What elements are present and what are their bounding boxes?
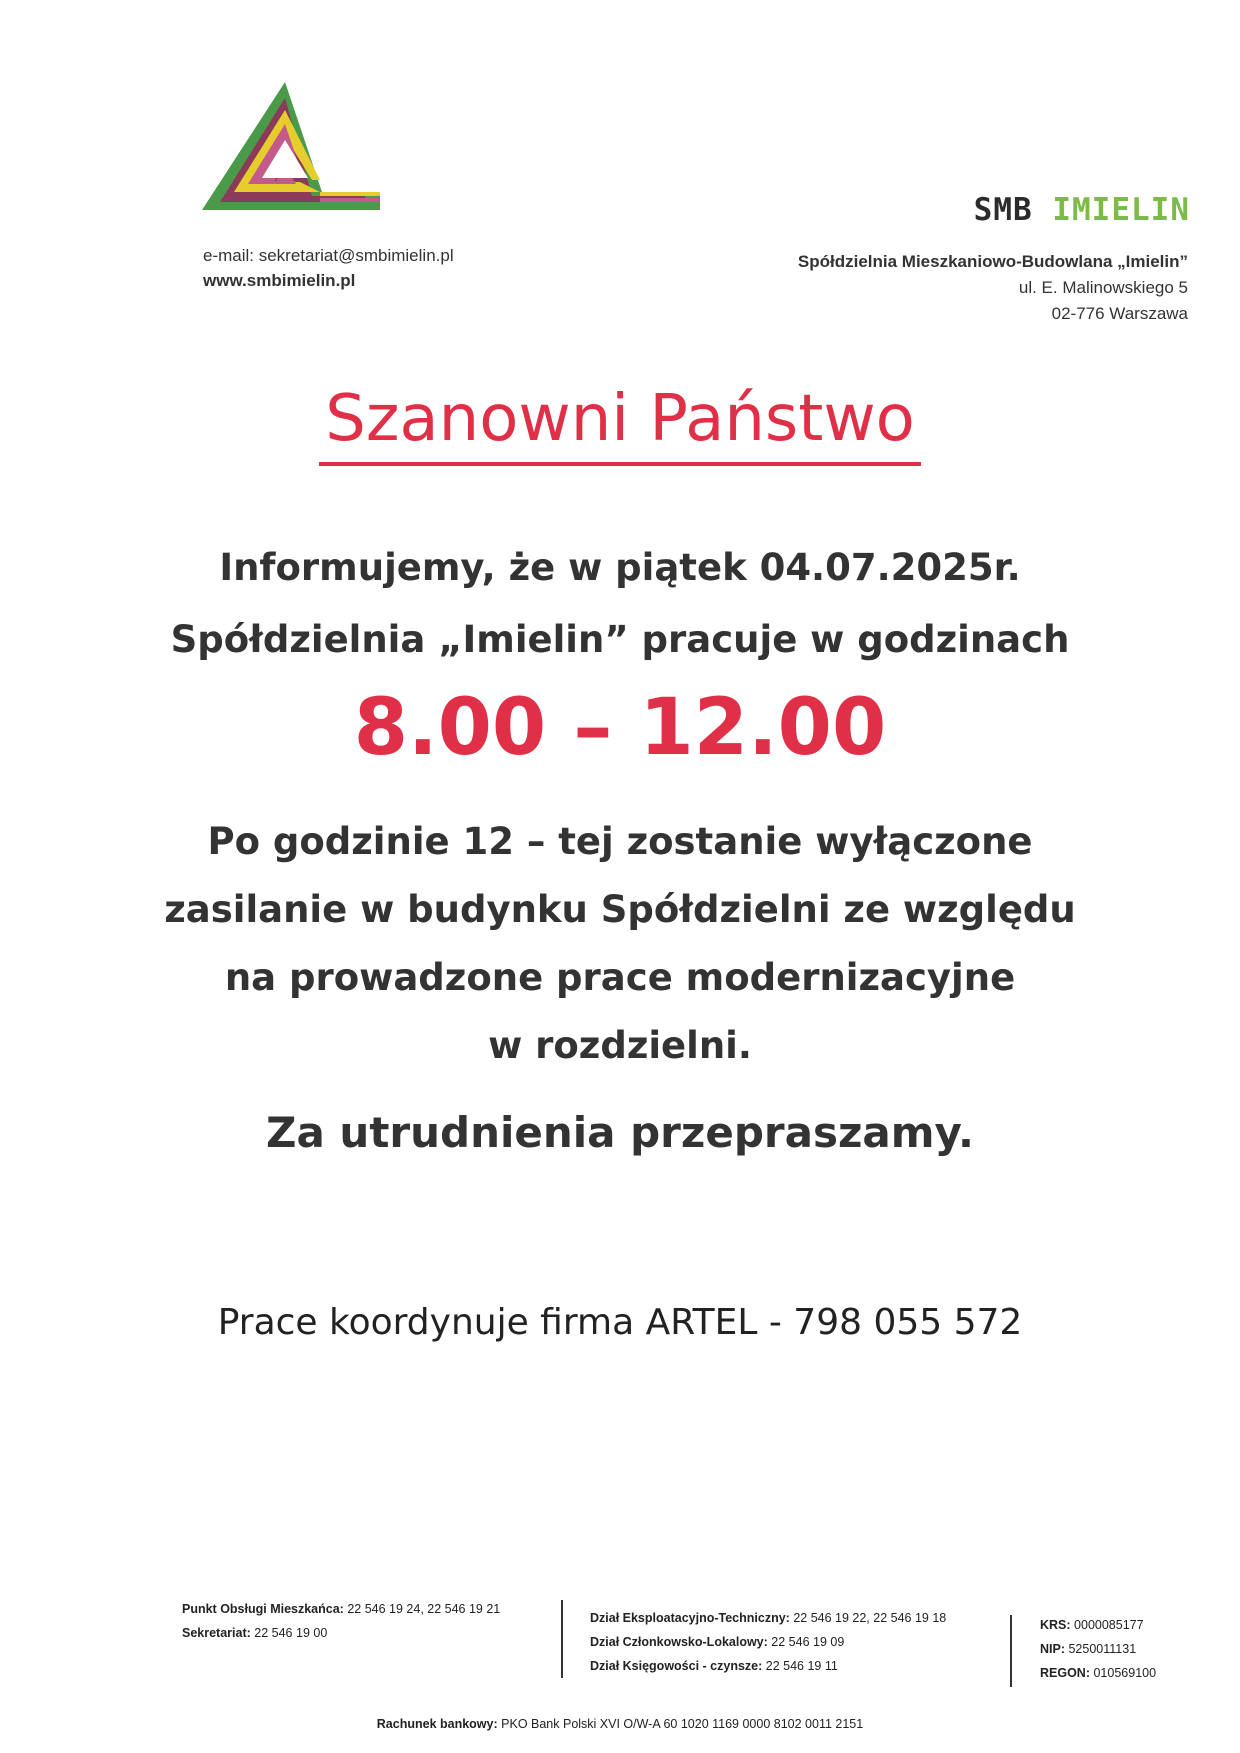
bank-account — [0, 1717, 1240, 1731]
footer-line: Dział Księgowości - czynsze: 22 546 19 11 — [590, 1659, 838, 1673]
footer-line: Sekretariat: 22 546 19 00 — [182, 1626, 328, 1640]
body-line-4: w rozdzielni. — [488, 1024, 752, 1067]
brand-smb: SMB — [973, 192, 1033, 228]
brand-wordmark — [974, 192, 1190, 228]
bank-value: PKO Bank Polski XVI O/W-A 60 1020 1169 0000 8102 0011 2151 — [501, 1717, 864, 1731]
footer-line: NIP: 5250011131 — [1040, 1642, 1137, 1656]
email-text: e-mail: sekretariat@smbimielin.pl — [203, 246, 454, 265]
greeting-text: Szanowni Państwo — [319, 382, 921, 466]
body-line-2: zasilanie w budynku Spółdzielni ze względu — [164, 888, 1076, 931]
footer-line: Dział Członkowsko-Lokalowy: 22 546 19 09 — [590, 1635, 845, 1649]
footer-column-3 — [1040, 1613, 1156, 1685]
address-block — [798, 249, 1188, 327]
info-line-1: Informujemy, że w piątek 04.07.2025r. — [219, 546, 1021, 589]
cooperative-logo-icon — [200, 80, 385, 215]
footer-column-2 — [590, 1606, 946, 1678]
brand-imielin: IMIELIN — [1052, 192, 1190, 228]
coordinator-text: Prace koordynuje firma ARTEL - 798 055 572 — [217, 1302, 1023, 1343]
greeting-heading — [0, 382, 1240, 466]
power-outage-paragraph — [0, 808, 1240, 1080]
org-name: Spółdzielnia Mieszkaniowo-Budowlana „Imielin” — [797, 252, 1188, 271]
body-line-1: Po godzinie 12 – tej zostanie wyłączone — [207, 820, 1033, 863]
footer-line: Punkt Obsługi Mieszkańca: 22 546 19 24, 22 546 19 21 — [182, 1602, 501, 1616]
apology-text: Za utrudnienia przepraszamy. — [266, 1108, 974, 1157]
body-line-3: na prowadzone prace modernizacyjne — [224, 956, 1016, 999]
bank-label: Rachunek bankowy: — [376, 1717, 498, 1731]
street-address: ul. E. Malinowskiego 5 — [1018, 278, 1188, 297]
website-link[interactable]: www.smbimielin.pl — [203, 271, 356, 290]
contact-block — [203, 243, 454, 293]
footer-line: REGON: 010569100 — [1040, 1666, 1157, 1680]
working-hours: 8.00 – 12.00 — [353, 683, 887, 773]
info-paragraph — [0, 532, 1240, 676]
city-address: 02-776 Warszawa — [1051, 304, 1188, 323]
footer-line: KRS: 0000085177 — [1040, 1618, 1144, 1632]
info-line-2: Spółdzielnia „Imielin” pracuje w godzinach — [170, 618, 1070, 661]
footer-divider — [1010, 1615, 1012, 1687]
footer-line: Dział Eksploatacyjno-Techniczny: 22 546 19 22, 22 546 19 18 — [590, 1611, 947, 1625]
footer-divider — [561, 1600, 563, 1678]
footer-column-1 — [182, 1597, 500, 1645]
